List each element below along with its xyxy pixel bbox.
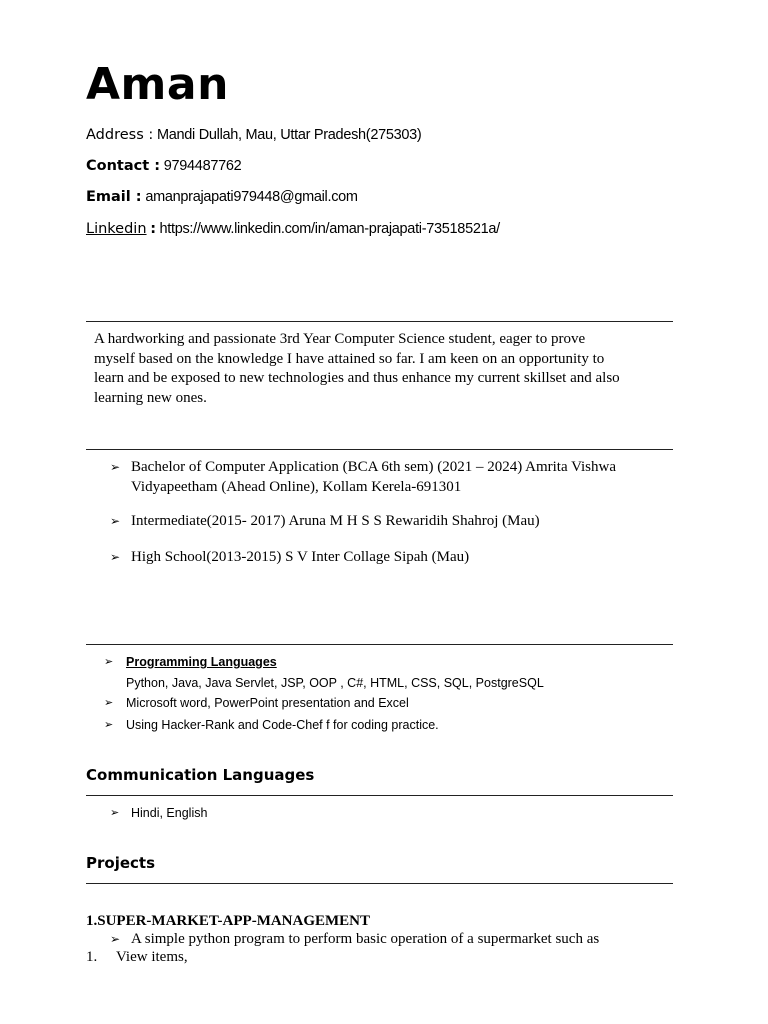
- phone-value: 9794487762: [163, 158, 242, 174]
- linkedin-label[interactable]: Linkedin: [86, 221, 147, 237]
- arrow-bullet-icon: ➢: [104, 655, 114, 668]
- education-item: [110, 512, 641, 532]
- project-bullet-text: A simple python program to perform basic operation of a supermarket such as: [131, 931, 600, 947]
- arrow-bullet-icon: ➢: [110, 550, 121, 564]
- communication-divider: [86, 795, 673, 796]
- education-text: Bachelor of Computer Application (BCA 6th sem) (2021 – 2024) Amrita Vishwa Vidyapeetham (Ahead Online), Kollam Kerela-691301: [131, 459, 617, 495]
- communication-languages-heading: Communication Languages: [86, 766, 315, 784]
- skills-heading-item: [104, 653, 277, 671]
- email-line: [86, 188, 358, 206]
- linkedin-url[interactable]: https://www.linkedin.com/in/aman-prajapati-73518521a/: [159, 221, 500, 237]
- skill-item: [104, 694, 409, 712]
- email-label: Email :: [86, 189, 142, 205]
- project-subitem-text: View items,: [116, 949, 188, 965]
- programming-languages-list: [104, 674, 544, 692]
- summary-text: A hardworking and passionate 3rd Year Computer Science student, eager to prove myself based on the knowledge I have attained so far. I am keen on an opportunity to learn and be exposed to new technologies and thus enhance my current skillset and also learning new ones.: [94, 331, 620, 406]
- projects-divider: [86, 883, 673, 884]
- education-divider: [86, 449, 673, 450]
- linkedin-line: [86, 220, 500, 238]
- skill-item: [104, 716, 439, 734]
- arrow-bullet-icon: ➢: [104, 718, 114, 731]
- project-bullet: [110, 930, 599, 949]
- programming-languages-text: Python, Java, Java Servlet, JSP, OOP , C#, HTML, CSS, SQL, PostgreSQL: [126, 676, 544, 690]
- arrow-bullet-icon: ➢: [110, 932, 121, 946]
- skills-divider: [86, 644, 673, 645]
- education-text: High School(2013-2015) S V Inter Collage Sipah (Mau): [131, 549, 470, 565]
- address-value: Mandi Dullah, Mau, Uttar Pradesh(275303): [156, 127, 422, 143]
- programming-languages-heading: Programming Languages: [126, 655, 277, 669]
- education-item: [110, 548, 641, 568]
- education-item: [110, 458, 641, 497]
- email-value: amanprajapati979448@gmail.com: [145, 189, 358, 205]
- arrow-bullet-icon: ➢: [110, 806, 120, 819]
- project-subitem-number: 1.: [86, 949, 98, 965]
- contact-line: [86, 157, 241, 175]
- education-text: Intermediate(2015- 2017) Aruna M H S S Rewaridih Shahroj (Mau): [131, 513, 540, 529]
- address-label: Address :: [86, 127, 154, 143]
- contact-label: Contact :: [86, 158, 161, 174]
- candidate-name: Aman: [86, 59, 229, 110]
- projects-heading: Projects: [86, 854, 156, 872]
- project-subitem: [86, 948, 188, 967]
- arrow-bullet-icon: ➢: [110, 514, 121, 528]
- summary-divider: [86, 321, 673, 322]
- communication-item: [110, 804, 207, 822]
- linkedin-separator: :: [150, 221, 156, 237]
- arrow-bullet-icon: ➢: [110, 460, 121, 474]
- skill-text: Microsoft word, PowerPoint presentation and Excel: [126, 696, 409, 710]
- project-title: 1.SUPER-MARKET-APP-MANAGEMENT: [86, 913, 371, 929]
- address-line: [86, 126, 421, 144]
- communication-text: Hindi, English: [131, 806, 208, 820]
- skill-text: Using Hacker-Rank and Code-Chef f for coding practice.: [126, 718, 439, 732]
- arrow-bullet-icon: ➢: [104, 696, 114, 709]
